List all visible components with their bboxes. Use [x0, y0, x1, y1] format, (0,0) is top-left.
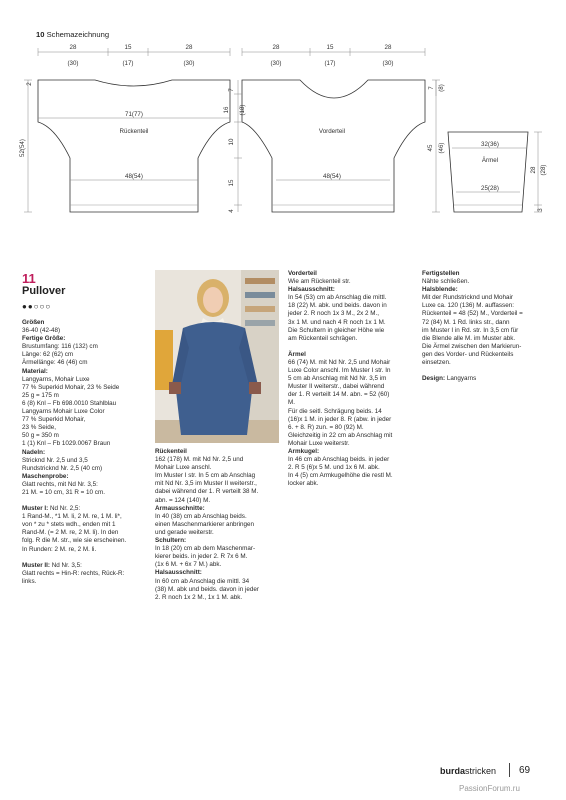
- text-line: 1 (1) Knl – Fb 1029.0067 Braun: [22, 440, 111, 448]
- text-line: 72 (84) M. 1 Rd. links str., dann: [422, 318, 510, 326]
- spacer: [22, 497, 150, 505]
- svg-text:28: 28: [272, 44, 280, 51]
- text-line: gen des Vorder- und Rückenteils: [422, 350, 514, 358]
- svg-text:48(54): 48(54): [323, 173, 341, 180]
- text-line: links.: [22, 577, 37, 585]
- svg-text:15: 15: [228, 179, 235, 187]
- text-line: [155, 505, 281, 513]
- text-line: Rundstricknd Nr. 2,5 (40 cm): [22, 464, 103, 472]
- svg-text:16: 16: [223, 106, 230, 114]
- text-line: M.: [288, 399, 295, 407]
- section-heading: Armkugel:: [288, 447, 320, 455]
- text-line: Mohair Luxe anschl.: [155, 464, 212, 472]
- schematic-drawing: [0, 0, 566, 260]
- column-back: [155, 448, 281, 602]
- section-heading: Halsausschnitt:: [155, 569, 202, 577]
- text-line: Im Muster I str. In 5 cm ab Anschlag: [155, 472, 256, 480]
- text-line: [422, 270, 548, 278]
- text-line: am Rückenteil schrägen.: [288, 334, 358, 342]
- text-line: 6 (8) Knl – Fb 698.0010 Stahlblau: [22, 399, 117, 407]
- text-line: abn. = 124 (140) M.: [155, 496, 211, 504]
- section-heading: Halsausschnitt:: [288, 286, 335, 294]
- section-heading: Größen: [22, 319, 45, 326]
- text-line: 66 (74) M. mit Nd Nr. 2,5 und Mohair: [288, 358, 391, 366]
- svg-text:7: 7: [228, 88, 235, 92]
- svg-text:(30): (30): [183, 60, 195, 67]
- svg-text:(8): (8): [438, 84, 445, 92]
- text-line: Luxe Color anschl. Im Muster I str. In: [288, 367, 391, 375]
- text-line: 6. + 8. R) zun. = 80 (92) M.: [288, 423, 364, 431]
- model-photo: [155, 270, 279, 443]
- text-line: 2. R noch 1x 2 M., 1x 1 M. abk.: [155, 593, 243, 601]
- svg-text:(30): (30): [382, 60, 394, 67]
- text-line: [155, 537, 281, 545]
- text-line: Gleichzeitig in 22 cm ab Anschlag mit: [288, 431, 393, 439]
- text-line: [288, 270, 414, 278]
- back-width-label: 71(77): [125, 111, 143, 118]
- text-line: [22, 335, 150, 343]
- text-line: Wie am Rückenteil str.: [288, 278, 351, 286]
- section-heading: Muster I:: [22, 505, 49, 513]
- column-materials: [22, 319, 150, 586]
- text-line: (1x 6 M. + 6x 7 M.) abk.: [155, 561, 222, 569]
- text-line: einen Maschenmarkierer anbringen: [155, 520, 255, 528]
- text-line: Luxe ca. 120 (136) M. auffassen:: [422, 302, 514, 310]
- section-heading: Armausschnitte:: [155, 504, 205, 512]
- front-piece-name: Vorderteil: [318, 128, 346, 135]
- svg-text:28: 28: [384, 44, 392, 51]
- svg-text:45: 45: [427, 144, 434, 152]
- svg-text:(17): (17): [122, 60, 134, 67]
- section-heading: Design:: [422, 375, 446, 383]
- svg-text:3: 3: [537, 208, 544, 212]
- text-line: der 1. R verteilt 14 M. abn. = 52 (60): [288, 391, 390, 399]
- section-heading: Nadeln:: [22, 448, 46, 456]
- svg-text:48(54): 48(54): [125, 173, 143, 180]
- footer-separator: [509, 763, 510, 777]
- svg-text:(18): (18): [239, 104, 246, 116]
- column-finishing: [422, 270, 548, 383]
- text-line: kierer beids. in jeder 2. R 7x 6 M.: [155, 553, 248, 561]
- back-piece-name: Rückenteil: [119, 128, 149, 135]
- spacer: [288, 343, 414, 351]
- svg-text:(46): (46): [438, 142, 445, 154]
- svg-text:2: 2: [26, 82, 33, 86]
- section-heading: Fertigstellen: [422, 270, 460, 277]
- text-line: [288, 351, 414, 359]
- watermark: PassionForum.ru: [459, 784, 520, 793]
- text-line: von * zu * stets wdh., enden mit 1: [22, 521, 116, 529]
- text-line: Muster II weiterstr., dabei während: [288, 383, 385, 391]
- section-heading: Vorderteil: [288, 270, 317, 277]
- text-line: In 40 (38) cm ab Anschlag beids.: [155, 512, 247, 520]
- text-line: Brustumfang: 116 (132) cm: [22, 343, 98, 351]
- text-line: Länge: 62 (62) cm: [22, 351, 74, 359]
- text-line: 77 % Superkid Mohair,: [22, 416, 86, 424]
- svg-text:4: 4: [228, 209, 235, 213]
- text-line: In Runden: 2 M. re, 2 M. li.: [22, 545, 97, 553]
- section-heading: Rückenteil: [155, 448, 187, 455]
- back-top-mid: 15: [124, 44, 132, 51]
- text-line: Mohair Luxe weiterstr.: [288, 439, 350, 447]
- text-line: Nähte schließen.: [422, 278, 470, 286]
- text-line: 3x 1 M. und nach 4 R noch 1x 1 M.: [288, 318, 386, 326]
- sleeve-piece-name: Ärmel: [481, 157, 499, 164]
- svg-text:28: 28: [530, 166, 537, 174]
- text-line: Mit der Rundstricknd und Mohair: [422, 294, 513, 302]
- text-line: [288, 448, 414, 456]
- text-line: dabei während der 1. R verteilt 38 M.: [155, 488, 259, 496]
- text-line: 18 (22) M. abk. und beids. davon in: [288, 302, 387, 310]
- text-line: Stricknd Nr. 2,5 und 3,5: [22, 456, 88, 464]
- text-line: Muster II: Nd Nr. 3,5:: [22, 561, 82, 569]
- text-line: einsetzen.: [422, 359, 451, 367]
- text-line: [155, 448, 281, 456]
- text-line: In 18 (20) cm ab dem Maschenmar-: [155, 545, 256, 553]
- pattern-number: 11: [22, 271, 36, 286]
- section-heading: Schultern:: [155, 537, 187, 545]
- text-line: [22, 319, 150, 327]
- text-line: In 54 (53) cm ab Anschlag die mittl.: [288, 294, 387, 302]
- text-line: mit Nd Nr. 3,5 im Muster II weiterstr.,: [155, 480, 257, 488]
- text-line: und gerade weiterstr.: [155, 528, 214, 536]
- text-line: Glatt rechts, mit Nd Nr. 3,5:: [22, 480, 98, 488]
- text-line: Langyarns Mohair Luxe Color: [22, 408, 105, 416]
- svg-text:32(36): 32(36): [481, 141, 499, 148]
- svg-text:25(28): 25(28): [481, 185, 499, 192]
- text-line: [22, 368, 150, 376]
- text-line: 2. R 5 (6)x 5 M. und 1x 6 M. abk.: [288, 464, 380, 472]
- back-top-right: 28: [185, 44, 193, 51]
- text-line: [22, 449, 150, 457]
- section-heading: Halsblende:: [422, 286, 458, 294]
- section-heading: Ärmel: [288, 350, 306, 358]
- text-line: folg. R die M. str., wie sie erscheinen.: [22, 537, 127, 545]
- text-line: jeder 2. R noch 1x 3 M., 2x 2 M.,: [288, 310, 379, 318]
- text-line: 1 Rand-M., *1 M. li, 2 M. re, 1 M. li*,: [22, 513, 122, 521]
- section-heading: Material:: [22, 367, 48, 375]
- text-line: Design: Langyarns: [422, 375, 477, 383]
- text-line: 36-40 (42-48): [22, 327, 61, 335]
- svg-text:(30): (30): [67, 60, 79, 67]
- text-line: im Muster I in Rd. str. In 3,5 cm für: [422, 326, 519, 334]
- section-heading: Fertige Größe:: [22, 335, 66, 343]
- difficulty-rating: ●●○○○: [22, 302, 52, 311]
- spacer: [422, 367, 548, 375]
- spacer: [22, 554, 150, 562]
- text-line: 5 cm ab Anschlag mit Nd Nr. 3,5 im: [288, 375, 387, 383]
- text-line: Für die seitl. Schrägung beids. 14: [288, 407, 382, 415]
- pattern-title: Pullover: [22, 285, 66, 297]
- text-line: Die Schultern in gleicher Höhe wie: [288, 326, 385, 334]
- schema-title: 10 Schemazeichnung: [36, 30, 110, 39]
- text-line: Rand-M. (= 2 M. re, 2 M. li). In den: [22, 529, 119, 537]
- text-line: [22, 473, 150, 481]
- text-line: Glatt rechts = Hin-R: rechts, Rück-R:: [22, 569, 125, 577]
- text-line: [155, 569, 281, 577]
- text-line: Ärmellänge: 46 (46) cm: [22, 359, 88, 367]
- page-number: 69: [519, 765, 531, 776]
- back-top-left: 28: [69, 44, 77, 51]
- text-line: (38) M. abk und beids. davon in jeder: [155, 585, 259, 593]
- svg-text:(17): (17): [324, 60, 336, 67]
- svg-text:7: 7: [428, 86, 435, 90]
- text-line: In 60 cm ab Anschlag die mittl. 34: [155, 577, 250, 585]
- text-line: 77 % Superkid Mohair, 23 % Seide: [22, 383, 120, 391]
- column-front-sleeve: [288, 270, 414, 488]
- text-line: [288, 286, 414, 294]
- footer-brand: burdastricken: [440, 766, 497, 776]
- text-line: 50 g = 350 m: [22, 432, 59, 440]
- text-line: In 4 (5) cm Armkugelhöhe die restl M.: [288, 472, 393, 480]
- text-line: (16)x 1 M. in jeder 8. R (abw. in jeder: [288, 415, 392, 423]
- text-line: Langyarns, Mohair Luxe: [22, 375, 90, 383]
- text-line: 162 (178) M. mit Nd Nr. 2,5 und: [155, 456, 244, 464]
- svg-text:52(54): 52(54): [19, 139, 26, 157]
- text-line: In 46 cm ab Anschlag beids. in jeder: [288, 456, 390, 464]
- svg-text:15: 15: [326, 44, 334, 51]
- text-line: 23 % Seide,: [22, 424, 56, 432]
- text-line: Die Ärmel zwischen den Markierun-: [422, 342, 522, 350]
- text-line: [422, 286, 548, 294]
- text-line: locker abk.: [288, 480, 319, 488]
- text-line: die Blende alle M. im Muster abk.: [422, 334, 516, 342]
- text-line: 21 M. = 10 cm, 31 R = 10 cm.: [22, 488, 105, 496]
- section-heading: Maschenprobe:: [22, 472, 69, 480]
- text-line: 25 g = 175 m: [22, 391, 59, 399]
- svg-text:(28): (28): [540, 164, 547, 176]
- svg-text:10: 10: [228, 138, 235, 146]
- text-line: Rückenteil = 48 (52) M., Vorderteil =: [422, 310, 523, 318]
- text-line: Muster I: Nd Nr. 2,5:: [22, 505, 81, 513]
- section-heading: Muster II:: [22, 561, 50, 569]
- svg-text:(30): (30): [270, 60, 282, 67]
